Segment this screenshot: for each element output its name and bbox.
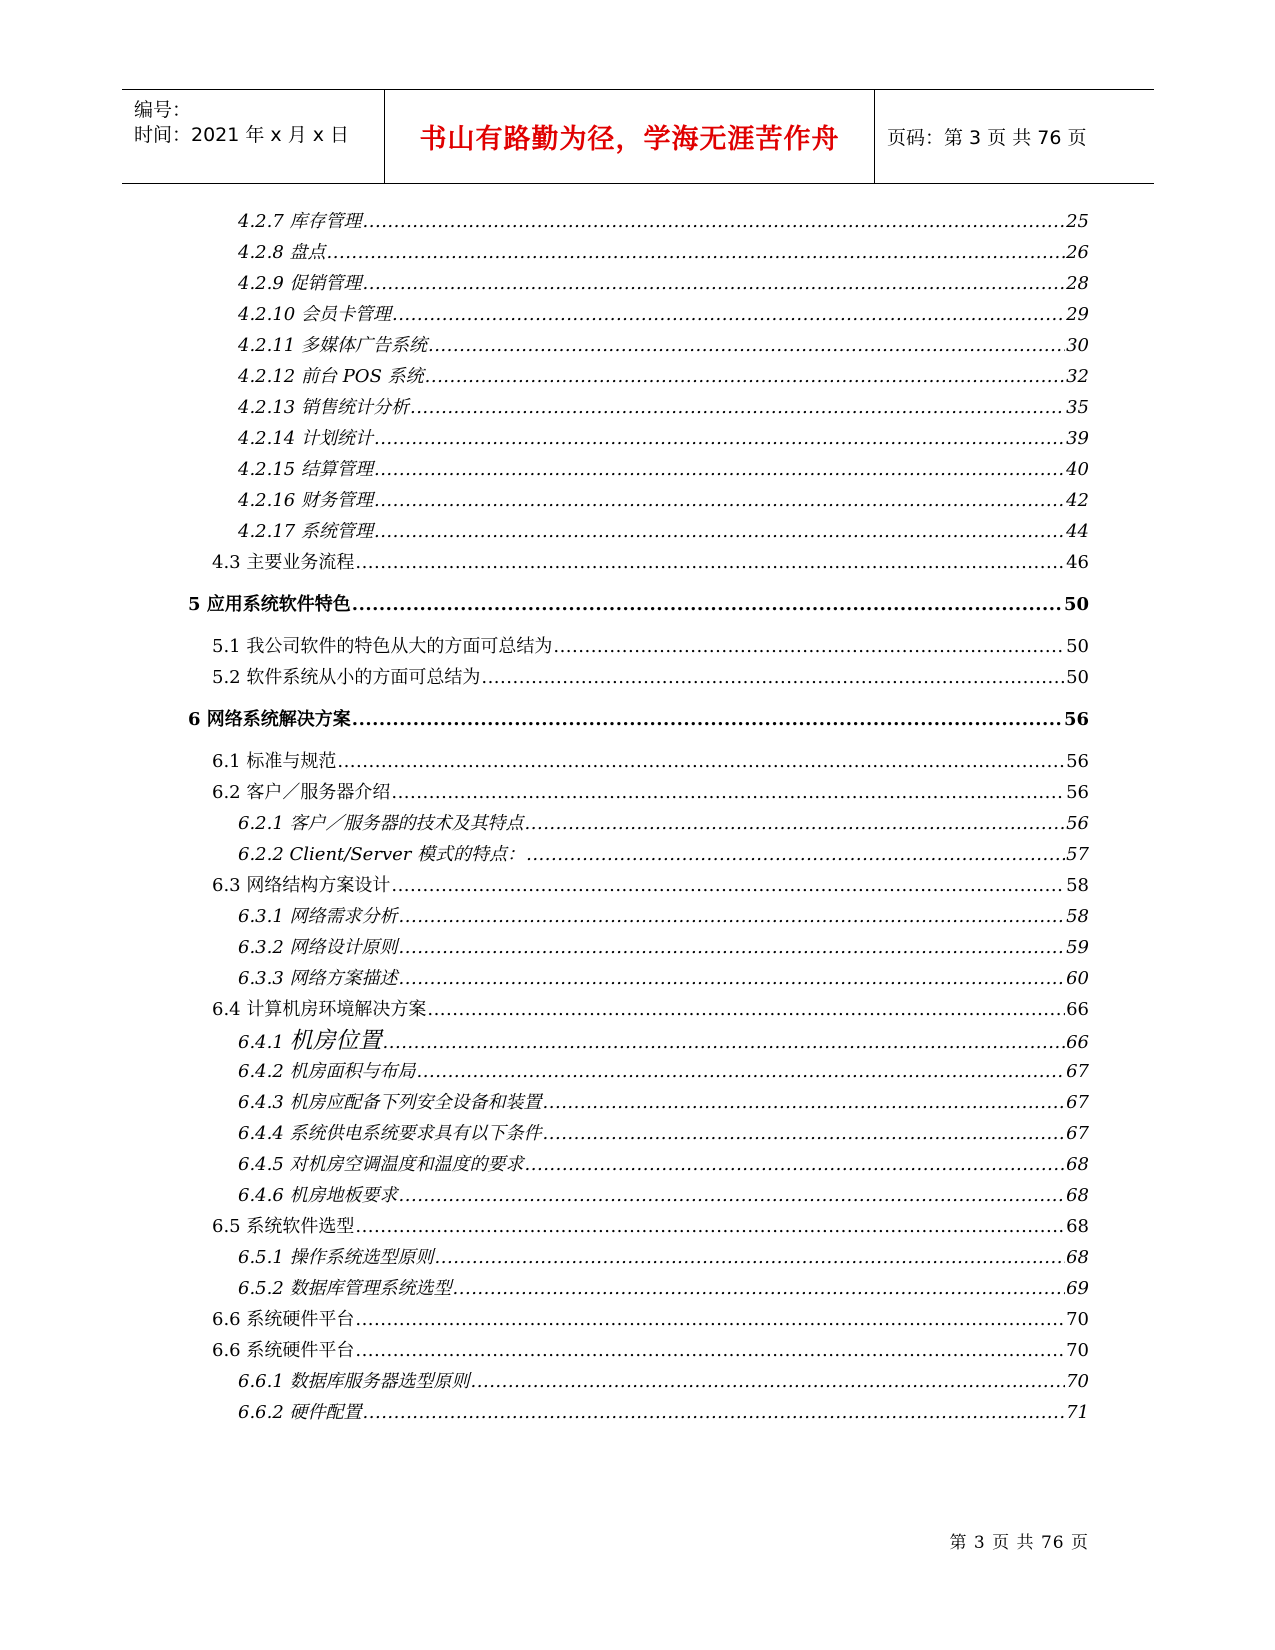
toc-entry-label: 6.4.2 机房面积与布局 <box>238 1061 416 1082</box>
toc-dot-leader <box>453 1276 1066 1302</box>
toc-entry-page: 58 <box>1066 906 1089 927</box>
toc-entry-label: 4.2.12 前台 POS 系统 <box>238 366 424 387</box>
toc-entry-page: 70 <box>1066 1309 1089 1330</box>
toc-entry-label: 4.2.14 计划统计 <box>238 428 373 449</box>
toc-entry-page: 32 <box>1066 366 1089 387</box>
toc-entry-page: 42 <box>1066 490 1089 511</box>
toc-entry-page: 71 <box>1066 1402 1089 1423</box>
toc-entry[interactable] <box>238 364 1089 390</box>
toc-entry-page: 67 <box>1066 1061 1089 1082</box>
toc-entry-page: 57 <box>1066 844 1089 865</box>
toc-dot-leader <box>525 1152 1066 1178</box>
toc-entry[interactable] <box>238 811 1089 837</box>
toc-entry-label: 5 应用系统软件特色 <box>188 594 351 615</box>
toc-entry-page: 66 <box>1066 1032 1089 1053</box>
toc-entry-page: 39 <box>1066 428 1089 449</box>
toc-entry-label: 6.4.5 对机房空调温度和温度的要求 <box>238 1154 524 1175</box>
toc-entry-label: 6.3.1 网络需求分析 <box>238 906 398 927</box>
toc-entry-page: 29 <box>1066 304 1089 325</box>
toc-entry-label: 4.2.7 库存管理 <box>238 211 362 232</box>
toc-entry[interactable] <box>238 333 1089 359</box>
toc-dot-leader <box>363 271 1066 297</box>
toc-entry[interactable] <box>212 1338 1089 1364</box>
toc-entry[interactable] <box>212 1307 1089 1333</box>
toc-dot-leader <box>417 1059 1066 1085</box>
toc-entry-page: 60 <box>1066 968 1089 989</box>
toc-dot-leader <box>399 904 1066 930</box>
toc-dot-leader <box>553 634 1065 660</box>
toc-entry-label: 4.2.10 会员卡管理 <box>238 304 391 325</box>
toc-dot-leader <box>391 780 1065 806</box>
toc-entry[interactable] <box>238 1400 1089 1426</box>
toc-entry-label <box>238 1028 382 1056</box>
toc-entry[interactable] <box>238 1369 1089 1395</box>
toc-entry-label: 6.5.1 操作系统选型原则 <box>238 1247 434 1268</box>
toc-entry-page: 68 <box>1066 1216 1089 1237</box>
toc-entry-label: 6.5.2 数据库管理系统选型 <box>238 1278 452 1299</box>
toc-dot-leader <box>471 1369 1066 1395</box>
toc-entry-page: 40 <box>1066 459 1089 480</box>
toc-entry[interactable] <box>188 592 1089 618</box>
header-page-info: 页码：第 3 页 共 76 页 <box>887 127 1087 149</box>
toc-entry-page: 35 <box>1066 397 1089 418</box>
toc-dot-leader <box>337 749 1065 775</box>
toc-entry-page: 68 <box>1066 1247 1089 1268</box>
toc-entry[interactable] <box>238 519 1089 545</box>
toc-entry-label: 6.4 计算机房环境解决方案 <box>212 999 427 1020</box>
toc-entry[interactable] <box>238 395 1089 421</box>
toc-entry[interactable] <box>238 1090 1089 1116</box>
toc-entry[interactable] <box>238 1183 1089 1209</box>
toc-entry-label: 4.2.9 促销管理 <box>238 273 362 294</box>
toc-entry-label: 4.3 主要业务流程 <box>212 552 355 573</box>
toc-entry-label: 6.2.2 Client/Server 模式的特点： <box>238 844 526 865</box>
toc-entry-page: 58 <box>1066 875 1089 896</box>
toc-entry-page: 26 <box>1066 242 1089 263</box>
toc-dot-leader <box>543 1090 1066 1116</box>
toc-entry-page: 56 <box>1066 813 1089 834</box>
toc-entry-page: 59 <box>1066 937 1089 958</box>
toc-entry-label: 6.2.1 客户／服务器的技术及其特点 <box>238 813 524 834</box>
toc-dot-leader <box>363 209 1066 235</box>
toc-entry[interactable] <box>212 997 1089 1023</box>
toc-dot-leader <box>374 457 1065 483</box>
toc-entry[interactable] <box>212 1214 1089 1240</box>
toc-entry[interactable] <box>238 966 1089 992</box>
toc-dot-leader <box>363 1400 1066 1426</box>
toc-dot-leader <box>374 519 1065 545</box>
toc-entry-page: 68 <box>1066 1185 1089 1206</box>
toc-dot-leader <box>374 488 1065 514</box>
toc-entry-page: 50 <box>1066 636 1089 657</box>
toc-entry-page: 67 <box>1066 1123 1089 1144</box>
toc-entry-page: 28 <box>1066 273 1089 294</box>
toc-entry[interactable] <box>238 302 1089 328</box>
toc-dot-leader <box>355 550 1065 576</box>
toc-entry[interactable] <box>212 780 1089 806</box>
toc-entry-label: 4.2.8 盘点 <box>238 242 326 263</box>
toc-entry[interactable] <box>238 271 1089 297</box>
toc-entry[interactable] <box>238 1028 1089 1054</box>
toc-entry[interactable] <box>238 488 1089 514</box>
toc-entry-page: 56 <box>1063 709 1089 730</box>
toc-dot-leader <box>355 1307 1065 1333</box>
toc-dot-leader <box>355 1338 1065 1364</box>
toc-dot-leader <box>399 966 1066 992</box>
toc-dot-leader <box>391 873 1065 899</box>
page-footer: 第 3 页 共 76 页 <box>949 1533 1089 1553</box>
toc-dot-leader <box>481 665 1065 691</box>
toc-entry-page: 50 <box>1063 594 1089 615</box>
toc-entry-label: 6.3.2 网络设计原则 <box>238 937 398 958</box>
toc-entry-label: 6.3.3 网络方案描述 <box>238 968 398 989</box>
toc-entry[interactable] <box>238 935 1089 961</box>
toc-entry-label: 5.2 软件系统从小的方面可总结为 <box>212 667 481 688</box>
toc-entry[interactable] <box>238 1059 1089 1085</box>
toc-entry-label: 6 网络系统解决方案 <box>188 709 351 730</box>
toc-dot-leader <box>374 426 1065 452</box>
toc-dot-leader <box>352 592 1063 618</box>
toc-entry[interactable] <box>188 707 1089 733</box>
toc-entry-title: 机房位置 <box>289 1028 382 1054</box>
toc-dot-leader <box>399 1183 1066 1209</box>
toc-entry-page: 44 <box>1066 521 1089 542</box>
toc-entry-label: 6.4.3 机房应配备下列安全设备和装置 <box>238 1092 542 1113</box>
toc-entry-label: 6.3 网络结构方案设计 <box>212 875 391 896</box>
toc-entry-label: 6.1 标准与规范 <box>212 751 337 772</box>
toc-dot-leader <box>383 1030 1066 1056</box>
toc-entry-number: 6.4.1 <box>238 1032 290 1053</box>
toc-dot-leader <box>355 1214 1065 1240</box>
toc-entry-label: 6.5 系统软件选型 <box>212 1216 355 1237</box>
toc-entry-label: 4.2.17 系统管理 <box>238 521 373 542</box>
toc-entry-label: 4.2.13 销售统计分析 <box>238 397 409 418</box>
toc-entry-page: 30 <box>1066 335 1089 356</box>
toc-entry[interactable] <box>212 550 1089 576</box>
toc-entry-page: 66 <box>1066 999 1089 1020</box>
toc-entry[interactable] <box>238 457 1089 483</box>
toc-dot-leader <box>525 811 1066 837</box>
toc-entry-page: 46 <box>1066 552 1089 573</box>
header-motto: 书山有路勤为径，学海无涯苦作舟 <box>419 124 840 155</box>
toc-entry-label: 6.6.2 硬件配置 <box>238 1402 362 1423</box>
toc-entry-label: 6.4.6 机房地板要求 <box>238 1185 398 1206</box>
toc-entry-page: 69 <box>1066 1278 1089 1299</box>
toc-entry[interactable] <box>212 749 1089 775</box>
toc-entry-page: 67 <box>1066 1092 1089 1113</box>
toc-entry[interactable] <box>238 1121 1089 1147</box>
toc-entry[interactable] <box>238 1152 1089 1178</box>
toc-dot-leader <box>392 302 1065 328</box>
toc-dot-leader <box>352 707 1063 733</box>
toc-entry[interactable] <box>212 634 1089 660</box>
toc-entry[interactable] <box>238 240 1089 266</box>
toc-entry[interactable] <box>238 426 1089 452</box>
header-number-label: 编号： <box>134 99 192 121</box>
toc-entry-page: 70 <box>1066 1371 1089 1392</box>
toc-entry-label: 4.2.11 多媒体广告系统 <box>238 335 427 356</box>
toc-dot-leader <box>427 997 1065 1023</box>
toc-entry-label: 4.2.16 财务管理 <box>238 490 373 511</box>
toc-entry[interactable] <box>238 209 1089 235</box>
toc-dot-leader <box>399 935 1066 961</box>
toc-dot-leader <box>435 1245 1066 1271</box>
toc-entry-page: 56 <box>1066 782 1089 803</box>
toc-entry-page: 68 <box>1066 1154 1089 1175</box>
toc-entry-label: 6.2 客户／服务器介绍 <box>212 782 391 803</box>
toc-dot-leader <box>526 842 1065 868</box>
toc-entry-page: 50 <box>1066 667 1089 688</box>
toc-entry-page: 70 <box>1066 1340 1089 1361</box>
toc-entry[interactable] <box>238 1276 1089 1302</box>
toc-entry-label: 4.2.15 结算管理 <box>238 459 373 480</box>
toc-entry[interactable] <box>238 842 1089 868</box>
toc-entry[interactable] <box>212 665 1089 691</box>
toc-dot-leader <box>327 240 1066 266</box>
toc-entry-label: 6.6.1 数据库服务器选型原则 <box>238 1371 470 1392</box>
toc-entry[interactable] <box>212 873 1089 899</box>
toc-entry-label: 6.6 系统硬件平台 <box>212 1309 355 1330</box>
toc-dot-leader <box>425 364 1065 390</box>
toc-dot-leader <box>428 333 1065 359</box>
header-time-label: 时间：2021 年 x 月 x 日 <box>134 124 350 146</box>
toc-entry-label: 6.6 系统硬件平台 <box>212 1340 355 1361</box>
toc-entry[interactable] <box>238 1245 1089 1271</box>
toc-dot-leader <box>410 395 1065 421</box>
toc-entry-page: 56 <box>1066 751 1089 772</box>
toc-entry-page: 25 <box>1066 211 1089 232</box>
toc-entry-label: 6.4.4 系统供电系统要求具有以下条件 <box>238 1123 542 1144</box>
toc-dot-leader <box>543 1121 1066 1147</box>
toc-entry-label: 5.1 我公司软件的特色从大的方面可总结为 <box>212 636 553 657</box>
toc-entry[interactable] <box>238 904 1089 930</box>
